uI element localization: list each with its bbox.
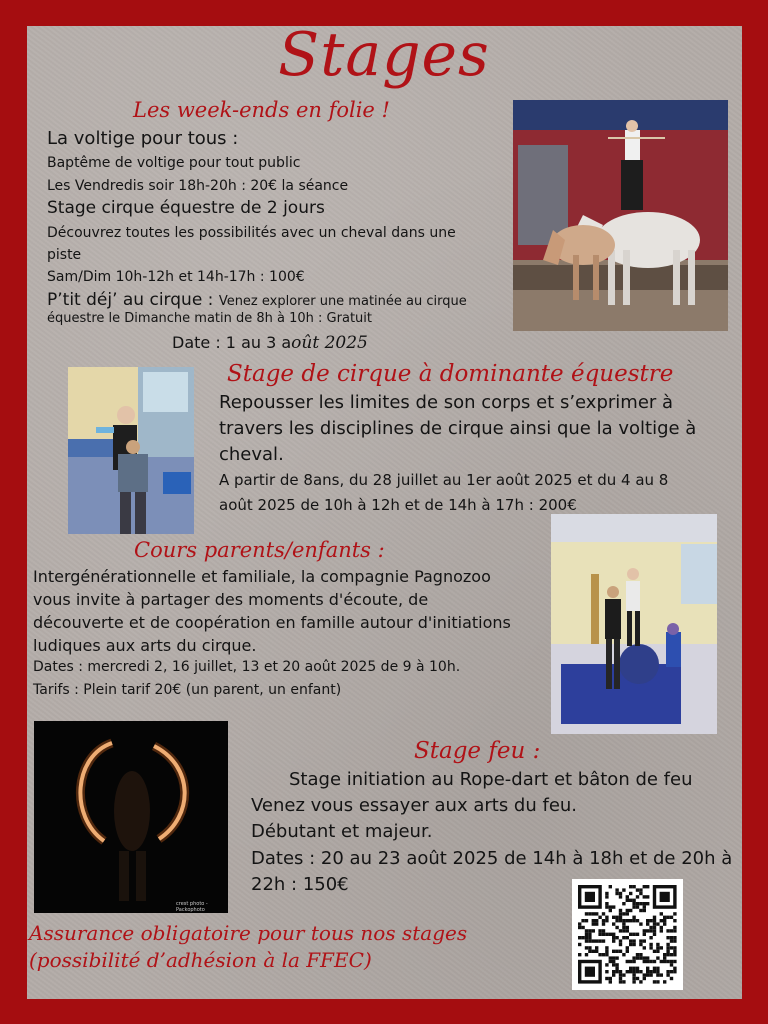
stage-equestre-title: Stage cirque équestre de 2 jours <box>47 198 325 218</box>
ptitdej-desc-2: équestre le Dimanche matin de 8h à 10h : Gratuit <box>47 311 372 326</box>
gym-ball-photo <box>551 514 717 734</box>
weekend-date-suffix: oût 2025 <box>291 333 368 353</box>
page-title: Stages <box>278 20 490 90</box>
parents-line3: découverte et de coopération en famille autour d'initiations <box>33 613 511 632</box>
feu-heading: Stage feu : <box>414 738 541 764</box>
parents-line2: vous invite à partager des moments d'écoute, de <box>33 590 429 609</box>
equestre-line3: cheval. <box>219 444 284 465</box>
feu-line1: Stage initiation au Rope-dart et bâton de feu <box>289 769 693 790</box>
feu-line5: 22h : 150€ <box>251 874 349 895</box>
voltige-time: Les Vendredis soir 18h-20h : 20€ la séance <box>47 178 349 194</box>
equestre-line2: travers les disciplines de cirque ainsi que la voltige à <box>219 418 697 439</box>
parents-line1: Intergénérationnelle et familiale, la compagnie Pagnozoo <box>33 567 491 586</box>
weekend-date <box>172 333 368 353</box>
ptitdej-title: P’tit déj’ au cirque : <box>47 290 214 310</box>
ptitdej-desc: Venez explorer une matinée au cirque <box>218 294 467 309</box>
voltige-title: La voltige pour tous : <box>47 128 239 149</box>
feu-line3: Débutant et majeur. <box>251 821 433 842</box>
fire-photo <box>34 721 228 913</box>
feu-line4: Dates : 20 au 23 août 2025 de 14h à 18h et de 20h à <box>251 848 733 869</box>
photo-credit: crest photo - Packophoto <box>176 901 208 913</box>
equestre-heading: Stage de cirque à dominante équestre <box>227 361 674 387</box>
weekends-heading: Les week-ends en folie ! <box>133 98 390 122</box>
weekend-date-prefix: Date : 1 au 3 a <box>172 333 292 352</box>
stage-equestre-desc-2: piste <box>47 247 82 263</box>
parents-line4: ludiques aux arts du cirque. <box>33 636 257 655</box>
feu-line2: Venez vous essayer aux arts du feu. <box>251 795 578 816</box>
parents-dates: Dates : mercredi 2, 16 juillet, 13 et 20 août 2025 de 9 à 10h. <box>33 659 461 675</box>
footer-insurance: Assurance obligatoire pour tous nos stages <box>29 921 468 945</box>
stage-equestre-time: Sam/Dim 10h-12h et 14h-17h : 100€ <box>47 269 305 285</box>
parents-heading: Cours parents/enfants : <box>134 538 385 562</box>
ptitdej-block <box>47 290 467 310</box>
qr-code-icon[interactable] <box>572 879 683 990</box>
horse-voltige-photo <box>513 100 728 331</box>
equestre-info1: A partir de 8ans, du 28 juillet au 1er août 2025 et du 4 au 8 <box>219 471 669 489</box>
equestre-info2: août 2025 de 10h à 12h et de 14h à 17h : 200€ <box>219 496 577 514</box>
voltige-desc: Baptême de voltige pour tout public <box>47 155 301 171</box>
child-instructor-photo <box>68 367 194 534</box>
equestre-line1: Repousser les limites de son corps et s’exprimer à <box>219 392 674 413</box>
stage-equestre-desc: Découvrez toutes les possibilités avec un cheval dans une <box>47 225 456 241</box>
footer-ffec: (possibilité d’adhésion à la FFEC) <box>29 948 372 972</box>
parents-tarifs: Tarifs : Plein tarif 20€ (un parent, un enfant) <box>33 682 342 698</box>
